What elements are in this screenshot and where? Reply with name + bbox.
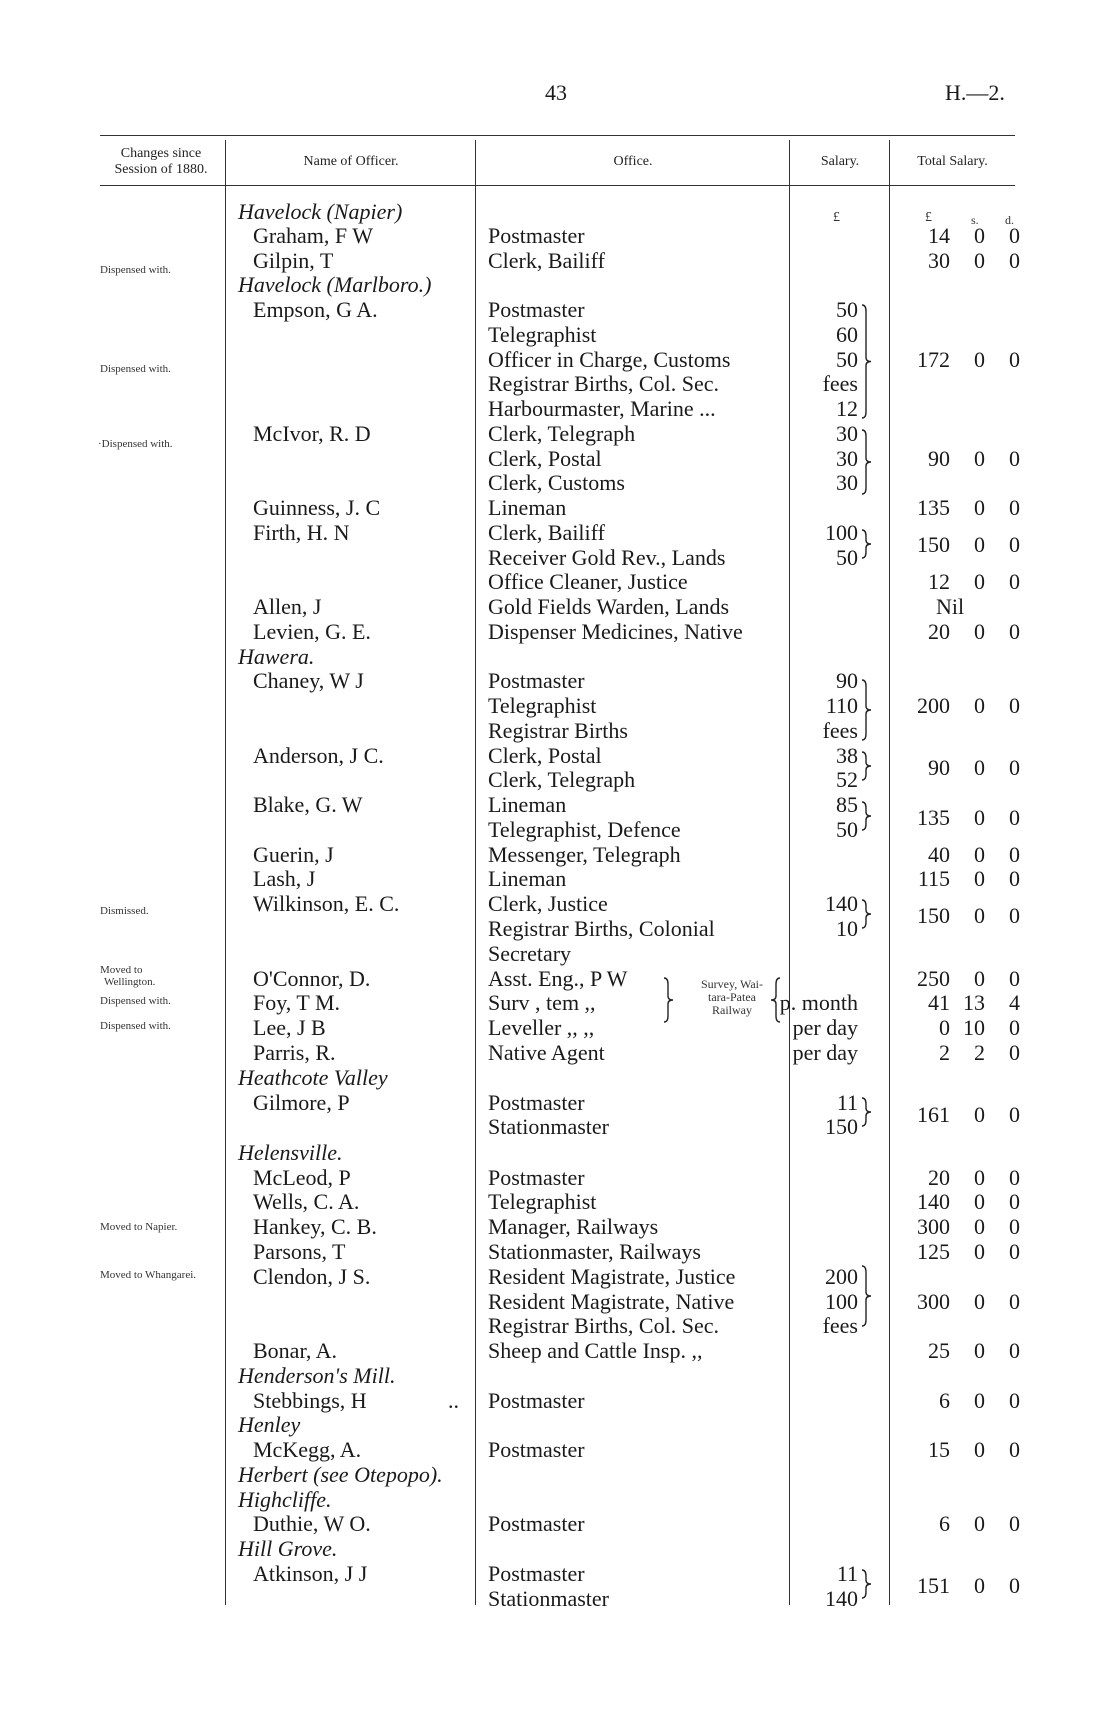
change-note: Dismissed.: [100, 905, 149, 917]
office-title: Receiver Gold Rev., Lands: [488, 545, 726, 570]
total-pounds: 20: [928, 619, 950, 644]
change-note: Dispensed with.: [100, 995, 171, 1007]
office-title: Resident Magistrate, Native: [488, 1289, 735, 1314]
total-pence: 0: [1009, 1040, 1020, 1065]
total-pounds: 14: [928, 223, 950, 248]
total-shillings: 0: [974, 1437, 985, 1462]
officer-name: Allen, J: [253, 594, 322, 619]
office-title: Lineman: [488, 866, 567, 891]
total-shillings: 10: [963, 1015, 985, 1040]
header-changes-line2: Session of 1880.: [114, 162, 208, 177]
total-pence: 0: [1009, 903, 1020, 928]
total-pence: 0: [1009, 1338, 1020, 1363]
total-pence: 0: [1009, 1239, 1020, 1264]
total-pence: 0: [1009, 347, 1020, 372]
place-heading: Hawera.: [238, 644, 315, 669]
total-shillings: 0: [974, 1189, 985, 1214]
total-pounds: 140: [917, 1189, 950, 1214]
total-pence: 0: [1009, 1437, 1020, 1462]
total-shillings: 0: [974, 347, 985, 372]
officer-name: McIvor, R. D: [253, 421, 371, 446]
office-title: Manager, Railways: [488, 1214, 659, 1239]
salary-value: 100: [825, 520, 858, 545]
total-pence: 0: [1009, 446, 1020, 471]
office-title: Sheep and Cattle Insp. ,,: [488, 1338, 703, 1363]
salary-value: fees: [822, 718, 858, 743]
survey-note-line: Railway: [712, 1003, 752, 1017]
total-pounds: 150: [917, 532, 950, 557]
total-pence: 0: [1009, 1388, 1020, 1413]
office-title: Postmaster: [488, 668, 585, 693]
total-shillings: 0: [974, 842, 985, 867]
place-heading: Herbert (see Otepopo).: [238, 1462, 443, 1487]
officer-name: Clendon, J S.: [253, 1264, 371, 1289]
office-title: Registrar Births, Col. Sec.: [488, 1313, 719, 1338]
header-total: Total Salary.: [917, 154, 988, 169]
total-shillings: 0: [974, 1239, 985, 1264]
salary-value: 150: [825, 1114, 858, 1139]
office-title: Leveller ,, ,,: [488, 1015, 595, 1040]
total-pounds: 150: [917, 903, 950, 928]
total-shillings: 0: [974, 1511, 985, 1536]
total-pence: 0: [1009, 569, 1020, 594]
total-pence: 0: [1009, 495, 1020, 520]
officer-name: Guerin, J: [253, 842, 334, 867]
col-rule-1: [225, 140, 226, 1605]
change-note: Moved to Napier.: [100, 1221, 178, 1233]
total-pence: 0: [1009, 1289, 1020, 1314]
place-heading: Henley: [238, 1412, 301, 1437]
total-pence: 0: [1009, 1102, 1020, 1127]
office-title: Clerk, Postal: [488, 446, 602, 471]
office-title: Postmaster: [488, 1561, 585, 1586]
total-pounds: 6: [939, 1388, 950, 1413]
total-currency-s: s.: [971, 213, 979, 227]
officer-name: Stebbings, H: [253, 1388, 367, 1413]
total-shillings: 0: [974, 223, 985, 248]
office-title: Stationmaster: [488, 1586, 609, 1611]
change-note: Moved to Whangarei.: [100, 1269, 197, 1281]
office-title: Registrar Births, Col. Sec.: [488, 371, 719, 396]
salary-value: 140: [825, 1586, 858, 1611]
salary-value: 12: [836, 396, 858, 421]
total-pounds: 20: [928, 1165, 950, 1190]
total-pounds: 2: [939, 1040, 950, 1065]
salary-value: 50: [836, 297, 858, 322]
salary-value: 30: [836, 421, 858, 446]
office-title: Dispenser Medicines, Native: [488, 619, 743, 644]
header-changes: [96, 146, 226, 178]
officer-name: Gilpin, T: [253, 248, 334, 273]
survey-note: [682, 978, 782, 1017]
office-title: Telegraphist: [488, 1189, 597, 1214]
officer-name: Atkinson, J J: [253, 1561, 368, 1586]
change-note: ·Dispensed with.: [98, 438, 173, 450]
change-note: Wellington.: [104, 976, 156, 988]
officer-name: Duthie, W O.: [253, 1511, 371, 1536]
officer-name: Wells, C. A.: [253, 1189, 360, 1214]
total-shillings: 0: [974, 446, 985, 471]
total-shillings: 0: [974, 755, 985, 780]
office-title: Secretary: [488, 941, 572, 966]
place-heading: Havelock (Napier): [238, 199, 403, 224]
change-note: Dispensed with.: [100, 363, 171, 375]
total-shillings: 0: [974, 966, 985, 991]
total-shillings: 0: [974, 1165, 985, 1190]
total-pounds: 0: [939, 1015, 950, 1040]
leader-dots: ..: [448, 1388, 459, 1413]
salary-value: 50: [836, 347, 858, 372]
change-note: Dispensed with.: [100, 1020, 171, 1032]
total-pounds: 161: [917, 1102, 950, 1127]
officer-name: Lash, J: [253, 866, 316, 891]
officer-name: McLeod, P: [253, 1165, 351, 1190]
office-title: Postmaster: [488, 1388, 585, 1413]
total-currency-l: £: [925, 210, 932, 225]
officer-name: Empson, G A.: [253, 297, 378, 322]
total-pounds: 41: [928, 990, 950, 1015]
total-pence: 0: [1009, 619, 1020, 644]
salary-value: 30: [836, 446, 858, 471]
total-pence: 0: [1009, 842, 1020, 867]
office-title: Registrar Births, Colonial: [488, 916, 715, 941]
salary-value: 200: [825, 1264, 858, 1289]
office-title: Clerk, Customs: [488, 470, 625, 495]
total-shillings: 0: [974, 866, 985, 891]
officer-name: Foy, T M.: [253, 990, 341, 1015]
place-heading: Havelock (Marlboro.): [238, 272, 432, 297]
total-shillings: 0: [974, 805, 985, 830]
total-pounds: 250: [917, 966, 950, 991]
salary-value: 85: [836, 792, 858, 817]
total-pounds: 90: [928, 446, 950, 471]
total-pounds: 135: [917, 805, 950, 830]
officer-name: Lee, J B: [253, 1015, 326, 1040]
total-pence: 0: [1009, 223, 1020, 248]
officer-name: Gilmore, P: [253, 1090, 350, 1115]
page-number: 43: [545, 80, 567, 105]
office-title: Postmaster: [488, 1511, 585, 1536]
office-title: Clerk, Bailiff: [488, 520, 605, 545]
total-shillings: 0: [974, 619, 985, 644]
total-shillings: 0: [974, 248, 985, 273]
total-shillings: 0: [974, 1214, 985, 1239]
office-title: Postmaster: [488, 1437, 585, 1462]
office-title: Office Cleaner, Justice: [488, 569, 688, 594]
office-title: Resident Magistrate, Justice: [488, 1264, 736, 1289]
salary-value: per day: [792, 1015, 858, 1040]
officer-name: Anderson, J C.: [253, 743, 384, 768]
salary-value: 140: [825, 891, 858, 916]
office-title: Clerk, Telegraph: [488, 767, 636, 792]
office-title: Officer in Charge, Customs: [488, 347, 731, 372]
office-title: Asst. Eng., P W: [488, 966, 628, 991]
office-title: Clerk, Justice: [488, 891, 608, 916]
total-shillings: 0: [974, 495, 985, 520]
officer-name: Firth, H. N: [253, 520, 350, 545]
office-title: Telegraphist, Defence: [488, 817, 681, 842]
salary-value: 10: [836, 916, 858, 941]
officer-name: Graham, F W: [253, 223, 373, 248]
total-pence: 0: [1009, 1189, 1020, 1214]
office-title: Clerk, Bailiff: [488, 248, 605, 273]
office-title: Stationmaster: [488, 1114, 609, 1139]
total-shillings: 0: [974, 569, 985, 594]
total-shillings: 0: [974, 532, 985, 557]
officer-name: McKegg, A.: [253, 1437, 362, 1462]
salary-value: p. month: [779, 990, 858, 1015]
total-pounds: 135: [917, 495, 950, 520]
header-bottom-rule: [100, 185, 1015, 186]
salary-value: fees: [822, 1313, 858, 1338]
office-title: Clerk, Postal: [488, 743, 602, 768]
total-pounds: 12: [928, 569, 950, 594]
total-shillings: 0: [974, 903, 985, 928]
survey-note-line: Survey, Wai-: [700, 977, 764, 991]
officer-name: Levien, G. E.: [253, 619, 371, 644]
officer-name: Wilkinson, E. C.: [253, 891, 400, 916]
total-shillings: 0: [974, 1388, 985, 1413]
salary-value: 110: [825, 693, 858, 718]
officer-name: Blake, G. W: [253, 792, 363, 817]
total-pounds: 172: [917, 347, 950, 372]
total-shillings: 13: [963, 990, 985, 1015]
office-title: Clerk, Telegraph: [488, 421, 636, 446]
total-pence: 0: [1009, 693, 1020, 718]
office-title: Postmaster: [488, 1165, 585, 1190]
officer-name: Guinness, J. C: [253, 495, 381, 520]
total-pence: 0: [1009, 866, 1020, 891]
officer-name: O'Connor, D.: [253, 966, 371, 991]
header-top-rule: [100, 135, 1015, 136]
total-pounds: 115: [917, 866, 950, 891]
header-name: Name of Officer.: [303, 154, 399, 169]
header-office: Office.: [613, 154, 653, 169]
header-changes-line1: Changes since: [120, 146, 202, 161]
place-heading: Hill Grove.: [238, 1536, 338, 1561]
office-title: Gold Fields Warden, Lands: [488, 594, 730, 619]
col-rule-2: [475, 140, 476, 1605]
salary-value: 90: [836, 668, 858, 693]
total-nil: Nil: [936, 594, 965, 619]
total-pounds: 125: [917, 1239, 950, 1264]
total-pence: 0: [1009, 248, 1020, 273]
place-heading: Helensville.: [238, 1140, 343, 1165]
total-pounds: 15: [928, 1437, 950, 1462]
office-title: Surv , tem ,,: [488, 990, 596, 1015]
place-heading: Henderson's Mill.: [238, 1363, 396, 1388]
salary-value: 30: [836, 470, 858, 495]
total-currency-d: d.: [1005, 213, 1014, 227]
office-title: Postmaster: [488, 297, 585, 322]
total-pence: 4: [1009, 990, 1020, 1015]
salary-value: fees: [822, 371, 858, 396]
brace: [664, 978, 673, 1022]
change-note: Moved to: [100, 964, 143, 976]
document-ref: H.—2.: [945, 80, 1005, 105]
office-title: Lineman: [488, 792, 567, 817]
total-pence: 0: [1009, 755, 1020, 780]
office-title: Registrar Births: [488, 718, 628, 743]
total-pounds: 200: [917, 693, 950, 718]
place-heading: Highcliffe.: [238, 1487, 332, 1512]
total-pence: 0: [1009, 966, 1020, 991]
office-title: Telegraphist: [488, 693, 597, 718]
total-pence: 0: [1009, 1165, 1020, 1190]
total-shillings: 2: [974, 1040, 985, 1065]
total-shillings: 0: [974, 1573, 985, 1598]
total-shillings: 0: [974, 1102, 985, 1127]
salary-value: 52: [836, 767, 858, 792]
office-title: Postmaster: [488, 223, 585, 248]
total-pence: 0: [1009, 532, 1020, 557]
total-pounds: 151: [917, 1573, 950, 1598]
salary-value: 60: [836, 322, 858, 347]
total-pounds: 90: [928, 755, 950, 780]
total-shillings: 0: [974, 693, 985, 718]
total-pence: 0: [1009, 805, 1020, 830]
office-title: Postmaster: [488, 1090, 585, 1115]
total-pounds: 25: [928, 1338, 950, 1363]
total-shillings: 0: [974, 1289, 985, 1314]
salary-value: per day: [792, 1040, 858, 1065]
office-title: Harbourmaster, Marine ...: [488, 396, 716, 421]
salary-value: 38: [836, 743, 858, 768]
office-title: Telegraphist: [488, 322, 597, 347]
total-pence: 0: [1009, 1511, 1020, 1536]
officer-name: Parsons, T: [253, 1239, 346, 1264]
salary-value: 11: [836, 1561, 858, 1586]
change-note: Dispensed with.: [100, 264, 171, 276]
salary-value: 100: [825, 1289, 858, 1314]
total-pounds: 300: [917, 1289, 950, 1314]
survey-note-line: tara-Patea: [708, 990, 756, 1004]
total-pounds: 40: [928, 842, 950, 867]
officer-name: Parris, R.: [253, 1040, 336, 1065]
salary-value: 50: [836, 545, 858, 570]
place-heading: Heathcote Valley: [238, 1065, 388, 1090]
office-title: Stationmaster, Railways: [488, 1239, 701, 1264]
total-pence: 0: [1009, 1214, 1020, 1239]
salary-value: 50: [836, 817, 858, 842]
total-shillings: 0: [974, 1338, 985, 1363]
total-pounds: 6: [939, 1511, 950, 1536]
header-salary: Salary.: [820, 154, 860, 169]
office-title: Lineman: [488, 495, 567, 520]
total-pounds: 300: [917, 1214, 950, 1239]
officer-name: Bonar, A.: [253, 1338, 338, 1363]
officer-name: Hankey, C. B.: [253, 1214, 377, 1239]
salary-currency: £: [833, 210, 840, 225]
office-title: Messenger, Telegraph: [488, 842, 681, 867]
total-pence: 0: [1009, 1015, 1020, 1040]
total-pounds: 30: [928, 248, 950, 273]
salary-value: 11: [836, 1090, 858, 1115]
total-pence: 0: [1009, 1573, 1020, 1598]
officer-name: Chaney, W J: [253, 668, 364, 693]
office-title: Native Agent: [488, 1040, 605, 1065]
